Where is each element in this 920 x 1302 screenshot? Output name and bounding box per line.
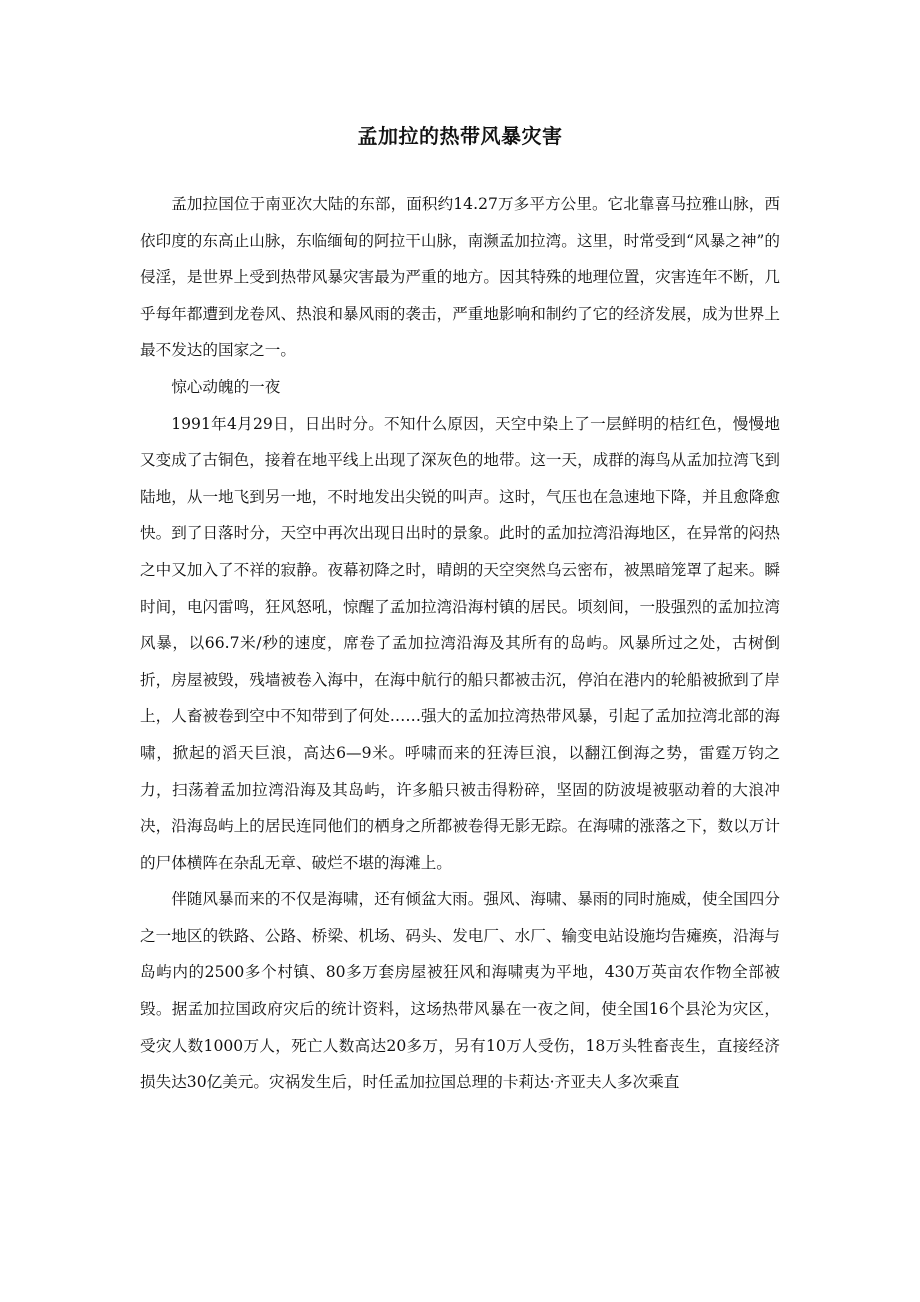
section-heading: 惊心动魄的一夜 [171,377,281,396]
paragraph-aftermath: 伴随风暴而来的不仅是海啸，还有倾盆大雨。强风、海啸、暴雨的同时施威，使全国四分之一地区的铁路、公路、桥梁、机场、码头、发电厂、水厂、输变电站设施均告瘫痪，沿海与岛屿内的2500多个村镇、80多万套房屋被狂风和海啸夷为平地，430万英亩农作物全部被毁。据孟加拉国政府灾后的统计资料，这场热带风暴在一夜之间，使全国16个县沦为灾区，受灾人数1000万人，死亡人数高达20多万，另有10万人受伤，18万头牲畜丧生，直接经济损失达30亿美元。灾祸发生后，时任孟加拉国总理的卡莉达·齐亚夫人多次乘直 [140,890,780,1092]
document-title: 孟加拉的热带风暴灾害 [357,124,563,148]
document-body [140,186,780,1101]
paragraph-intro: 孟加拉国位于南亚次大陆的东部，面积约14.27万多平方公里。它北靠喜马拉雅山脉，西依印度的东高止山脉，东临缅甸的阿拉干山脉，南濒孟加拉湾。这里，时常受到“风暴之神”的侵淫，是世界上受到热带风暴灾害最为严重的地方。因其特殊的地理位置，灾害连年不断，几乎每年都遭到龙卷风、热浪和暴风雨的袭击，严重地影响和制约了它的经济发展，成为世界上最不发达的国家之一。 [140,195,780,360]
paragraph-storm-night: 1991年4月29日，日出时分。不知什么原因，天空中染上了一层鲜明的桔红色，慢慢地又变成了古铜色，接着在地平线上出现了深灰色的地带。这一天，成群的海鸟从孟加拉湾飞到陆地，从一地飞到另一地，不时地发出尖锐的叫声。这时，气压也在急速地下降，并且愈降愈快。到了日落时分，天空中再次出现日出时的景象。此时的孟加拉湾沿海地区，在异常的闷热之中又加入了不祥的寂静。夜幕初降之时，晴朗的天空突然乌云密布，被黑暗笼罩了起来。瞬时间，电闪雷鸣，狂风怒吼，惊醒了孟加拉湾沿海村镇的居民。顷刻间，一股强烈的孟加拉湾风暴，以66.7米/秒的速度，席卷了孟加拉湾沿海及其所有的岛屿。风暴所过之处，古树倒折，房屋被毁，残墙被卷入海中，在海中航行的船只都被击沉，停泊在港内的轮船被掀到了岸上，人畜被卷到空中不知带到了何处……强大的孟加拉湾热带风暴，引起了孟加拉湾北部的海啸，掀起的滔天巨浪，高达6—9米。呼啸而来的狂涛巨浪，以翻江倒海之势，雷霆万钧之力，扫荡着孟加拉湾沿海及其岛屿，许多船只被击得粉碎，坚固的防波堤被驱动着的大浪冲决，沿海岛屿上的居民连同他们的栖身之所都被卷得无影无踪。在海啸的涨落之下，数以万计的尸体横阵在杂乱无章、破烂不堪的海滩上。 [140,414,780,872]
